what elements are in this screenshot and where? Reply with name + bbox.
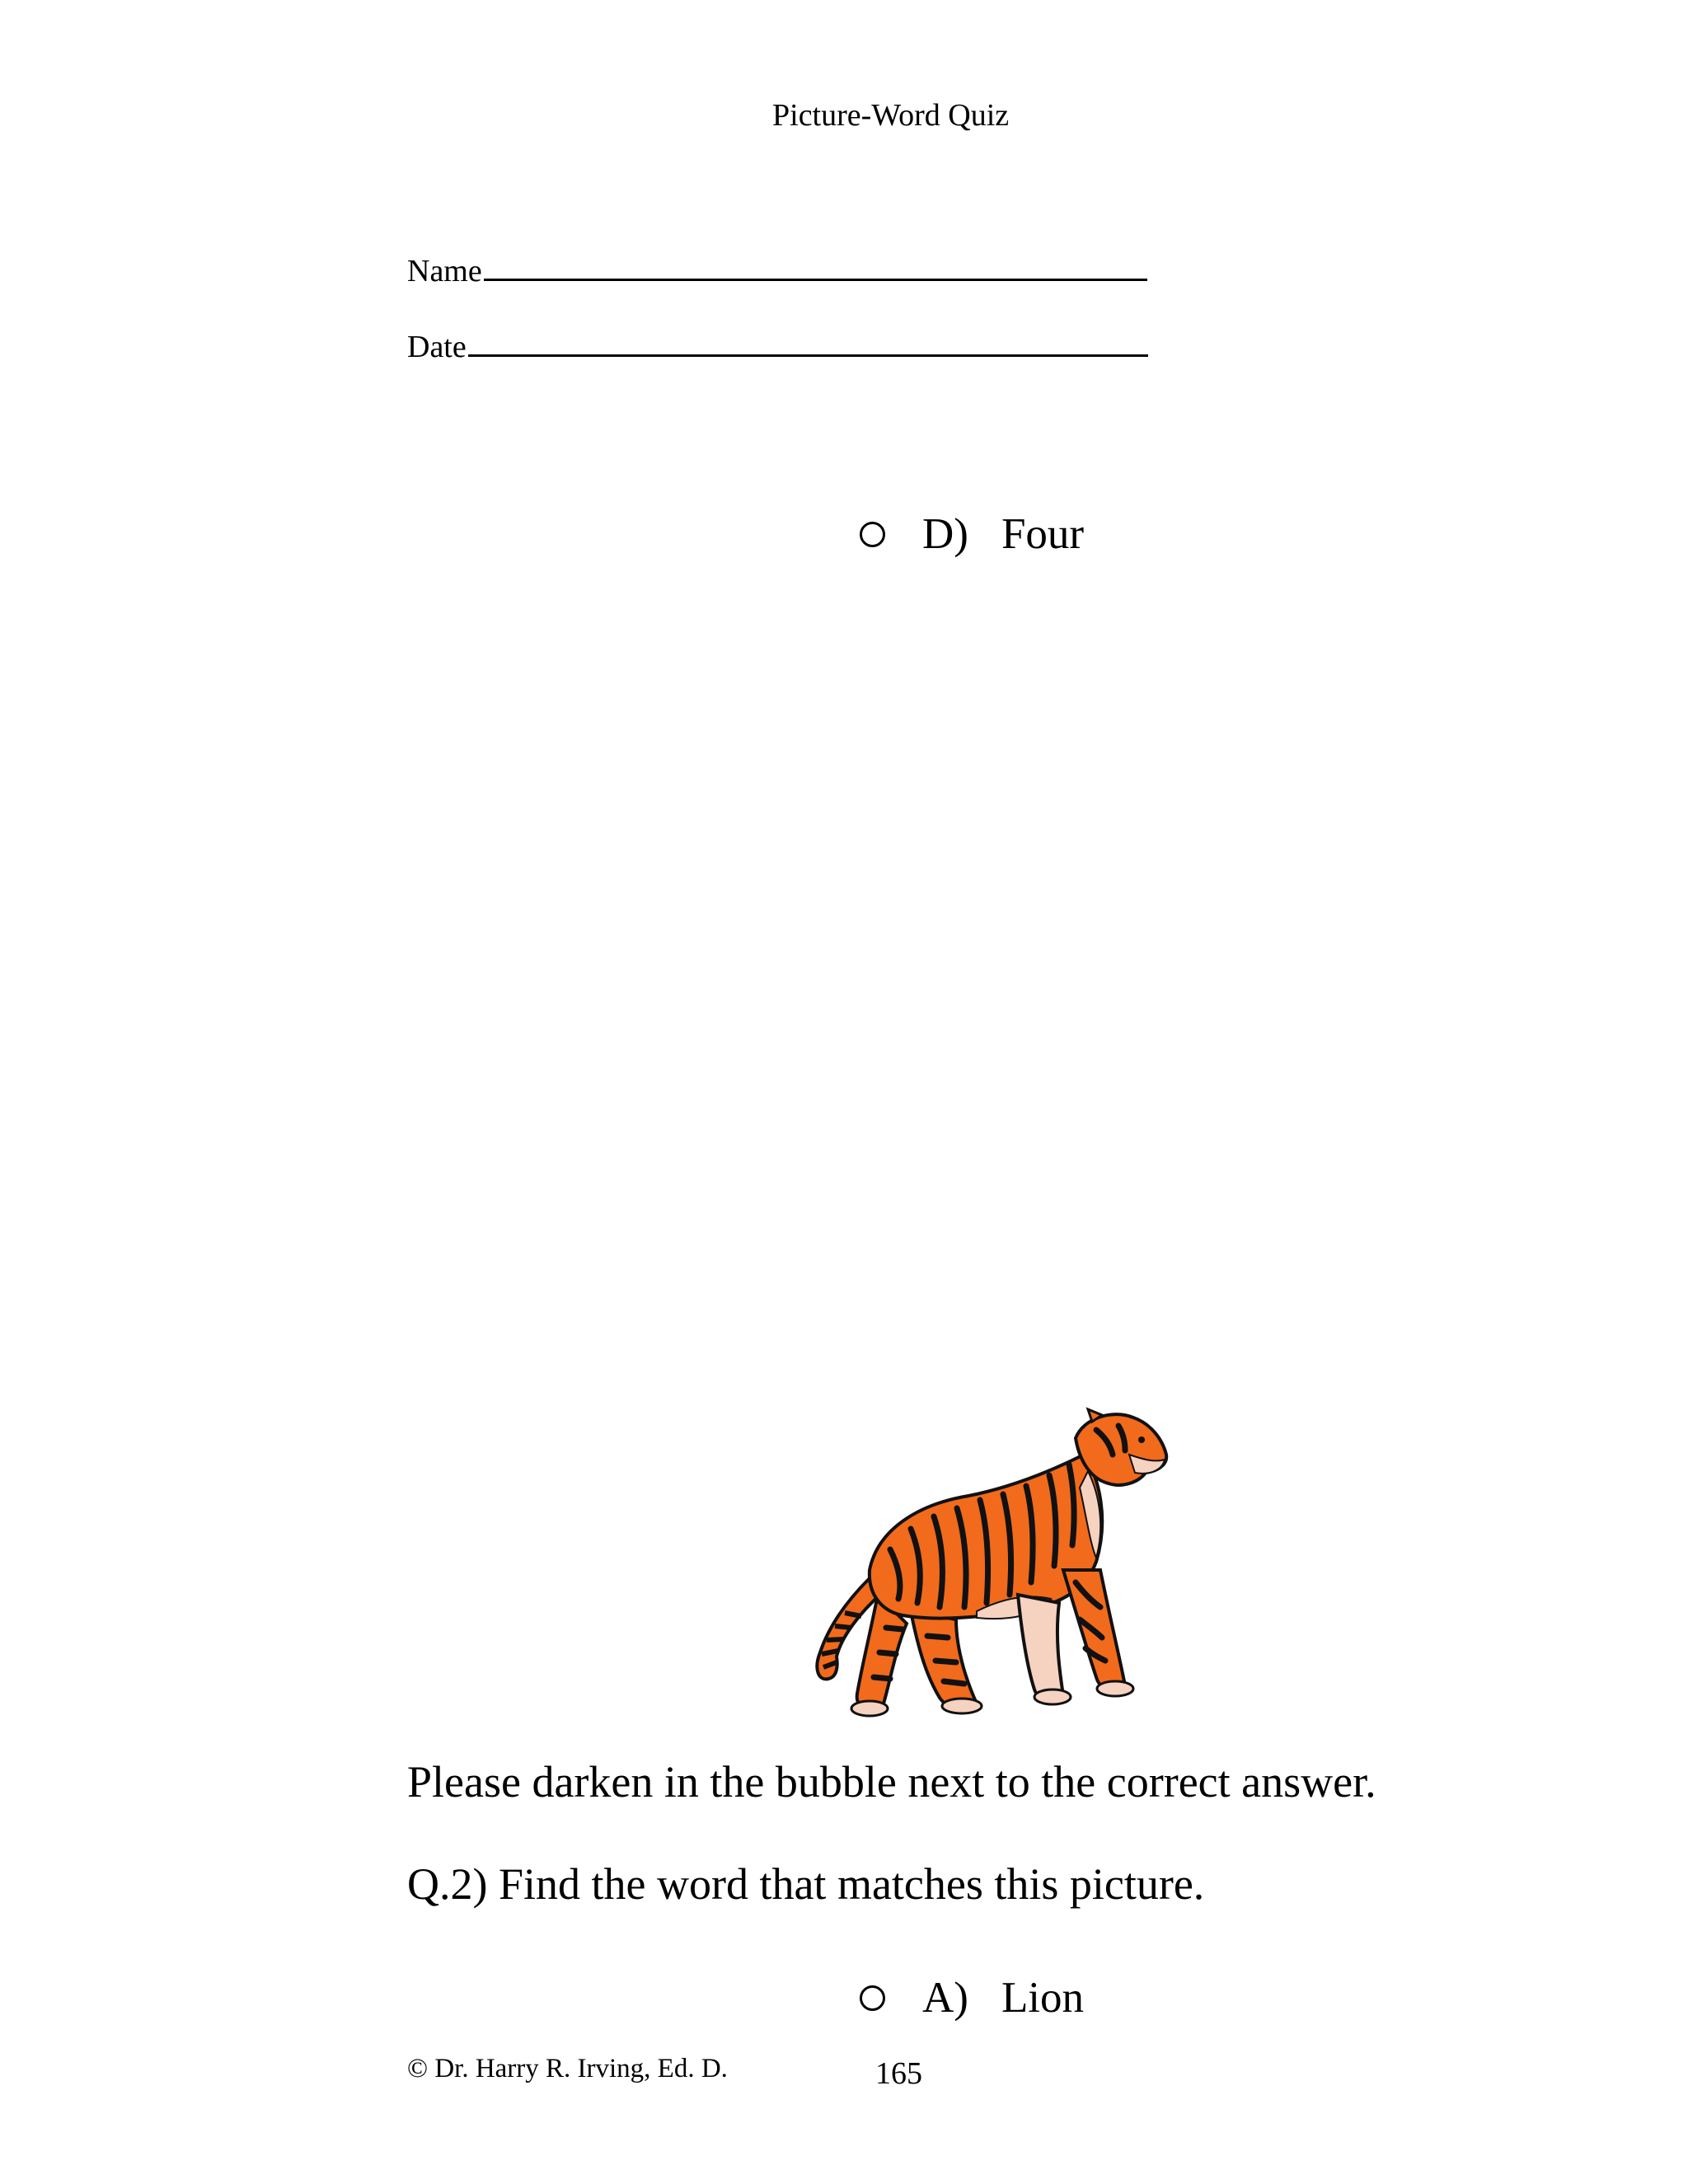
name-label: Name xyxy=(407,254,482,288)
instruction-text: Please darken in the bubble next to the correct answer. xyxy=(407,1757,1376,1807)
name-underline[interactable] xyxy=(484,251,1147,281)
copyright-notice: © Dr. Harry R. Irving, Ed. D. xyxy=(407,2054,728,2083)
tiger-illustration xyxy=(812,1405,1175,1718)
answer-option-d[interactable] xyxy=(860,509,1084,559)
option-text-d: Four xyxy=(1001,510,1085,558)
question-text: Q.2) Find the word that matches this picture. xyxy=(407,1859,1205,1909)
answer-bubble-d[interactable] xyxy=(860,522,885,547)
date-underline[interactable] xyxy=(468,326,1148,357)
option-letter-a: A) xyxy=(922,1974,968,2022)
option-letter-d: D) xyxy=(922,510,968,558)
page-title: Picture-Word Quiz xyxy=(772,98,1010,133)
page-number: 165 xyxy=(875,2056,922,2091)
date-label: Date xyxy=(407,330,467,364)
date-field[interactable] xyxy=(407,326,1148,365)
name-field[interactable] xyxy=(407,251,1147,289)
answer-option-a[interactable] xyxy=(860,1973,1084,2022)
option-text-a: Lion xyxy=(1001,1974,1085,2022)
answer-bubble-a[interactable] xyxy=(860,1985,885,2011)
